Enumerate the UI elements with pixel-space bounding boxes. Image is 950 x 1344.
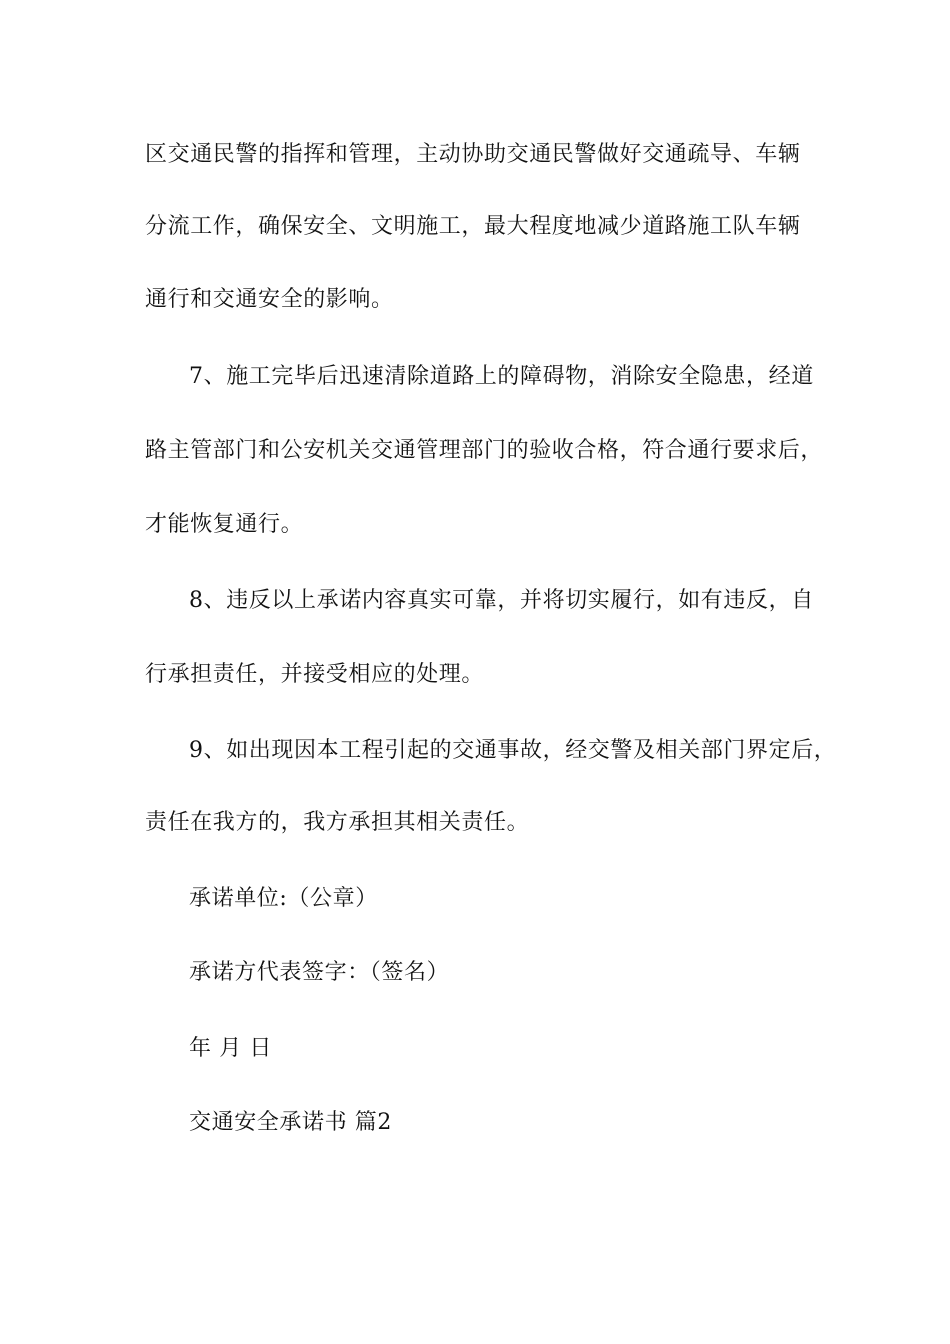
section-heading: 交通安全承诺书 篇2 — [189, 1110, 392, 1135]
representative-signature: 承诺方代表签字：（签名） — [189, 960, 450, 985]
paragraph-6-line-2: 分流工作，确保安全、文明施工，最大程度地减少道路施工队车辆 — [145, 214, 801, 239]
paragraph-7-line-2: 路主管部门和公安机关交通管理部门的验收合格，符合通行要求后， — [145, 438, 824, 463]
date-line: 年 月 日 — [189, 1036, 272, 1061]
paragraph-6-line-3: 通行和交通安全的影响。 — [145, 287, 394, 312]
promise-unit-seal: 承诺单位:（公章） — [189, 886, 378, 911]
paragraph-9-line-2: 责任在我方的，我方承担其相关责任。 — [145, 810, 530, 835]
paragraph-7-line-1: 7、施工完毕后迅速清除道路上的障碍物，消除安全隐患，经道 — [189, 364, 814, 389]
paragraph-6-line-1: 区交通民警的指挥和管理，主动协助交通民警做好交通疏导、车辆 — [145, 142, 801, 167]
paragraph-8-line-2: 行承担责任，并接受相应的处理。 — [145, 662, 485, 687]
paragraph-8-line-1: 8、违反以上承诺内容真实可靠，并将切实履行，如有违反，自 — [189, 588, 814, 613]
paragraph-9-line-1: 9、如出现因本工程引起的交通事故，经交警及相关部门界定后， — [189, 738, 837, 763]
paragraph-7-line-3: 才能恢复通行。 — [145, 512, 304, 537]
